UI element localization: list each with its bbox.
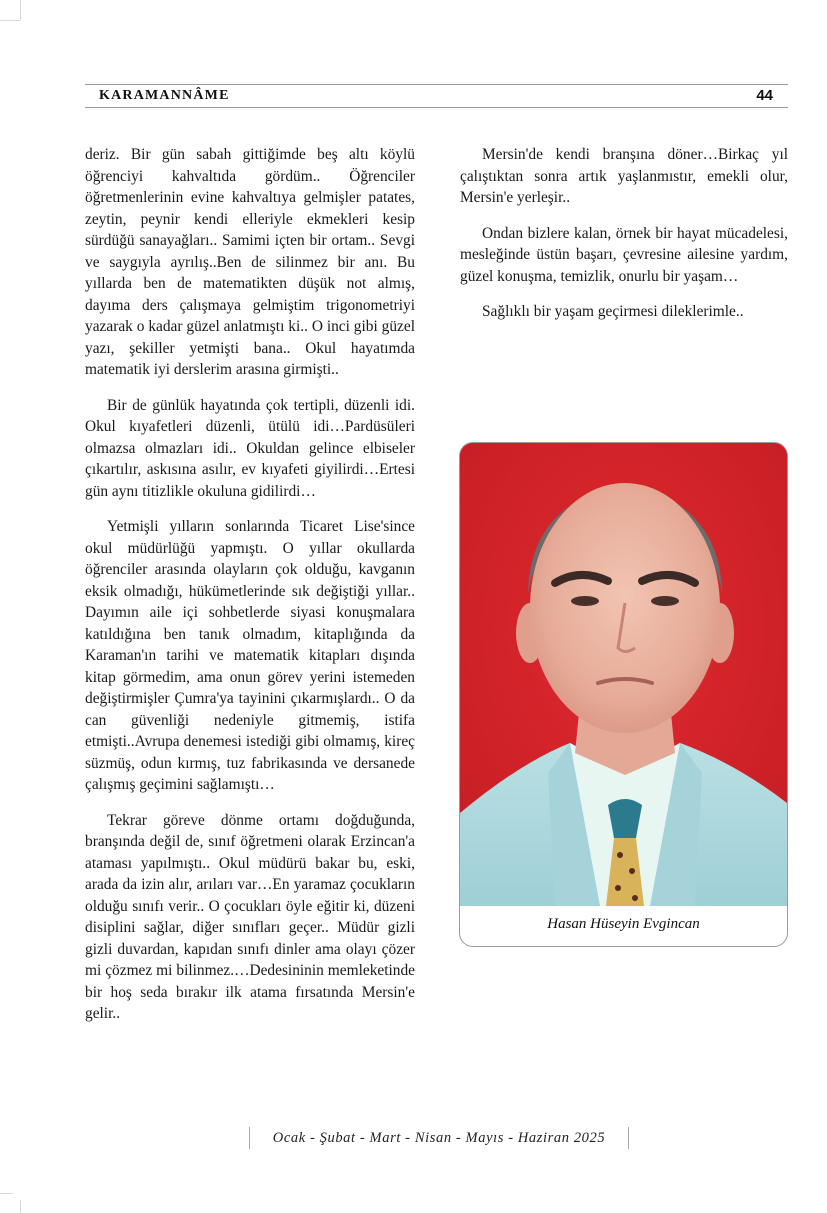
running-footer <box>249 1127 629 1149</box>
figure <box>459 442 788 947</box>
paragraph: Sağlıklı bir yaşam geçirmesi dileklerimle.. <box>482 303 744 320</box>
crop-mark <box>0 1193 13 1194</box>
paragraph: Ondan bizlere kalan, örnek bir hayat mücadelesi, mesleğinde üstün başarı, çevresine ailesine yardım, güzel konuşma, temizlik, onurlu bir yaşam… <box>460 224 788 285</box>
portrait-illustration <box>460 443 787 906</box>
left-column <box>85 144 415 1039</box>
journal-title: KARAMANNÂME <box>99 88 230 103</box>
paragraph: Tekrar göreve dönme ortamı doğduğunda, branşında değil de, sınıf öğretmeni olarak Erzincan'a ataması yapılmıştı.. Okul müdürü bakar bu, eski, arada da izin alır, arıları var…En yaramaz çocukların olduğu sınıfı verir.. O çocukları öyle eğitir ki, düzeni disiplini sağlar, diğer sınıfları geçer.. Müdür gizli gizli duvardan, kapıdan sınıfı dinler ama olayı çözer mi çözmez mi bilinmez.…Dedesininin memleketinde bir hoş seda bırakır ilk atama fırsatında Mersin'e gelir.. <box>85 811 415 1022</box>
crop-mark <box>20 1200 21 1213</box>
right-column <box>460 144 788 337</box>
page-number: 44 <box>756 87 773 104</box>
paragraph: Bir de günlük hayatında çok tertipli, düzenli idi. Okul kıyafetleri düzenli, ütülü idi…Pardüsüleri olmazsa olmazları idi.. Okuldan gelince elbiseler çıkartılır, askısına asılır, ev kıyafeti giyilirdi…Ertesi gün aynı titizlikle okuluna gidilirdi… <box>85 396 415 500</box>
paragraph: Mersin'de kendi branşına döner…Birkaç yıl çalıştıktan sonra artık yaşlanmıstır, emekli olur, Mersin'e yerleşir.. <box>460 146 788 206</box>
photo-caption: Hasan Hüseyin Evgincan <box>547 916 700 932</box>
crop-mark <box>0 20 20 21</box>
tie-knot <box>608 799 642 838</box>
portrait-photo <box>460 443 787 906</box>
running-header <box>85 84 788 108</box>
crop-mark <box>20 0 21 20</box>
issue-dates: Ocak - Şubat - Mart - Nisan - Mayıs - Haziran 2025 <box>272 1130 606 1146</box>
paragraph: Yetmişli yılların sonlarında Ticaret Lise'since okul müdürlüğü yapmıştı. O yıllar okullarda öğrenciler arasında olayların çok olduğu, kavganın eksik olmadığı, hükümetlerinde sık değiştiği yıllar.. Dayımın aile içi sohbetlerde siyasi konuşmalara katıldığına ben tanık olmadım, kitaplığında da Karaman'ın tarihi ve matematik kitapları dışında kitap görmedim, ama onun görev yerini istemeden değiştirmişler Çumra'ya tayinini çıkarmışlardı.. O da can güvenliği nedeniyle gitmemiş, istifa etmişti..Avrupa denemesi istediği gibi olmamış, kireç süzmüş, odun kırmış, tuz fabrikasında ve dersanede çalışmış geçimini sağlamıştı… <box>85 518 415 793</box>
paragraph: deriz. Bir gün sabah gittiğimde beş altı köylü öğrenciyi kahvaltıda gördüm.. Öğrenciler öğretmenlerinin evine kahvaltıya gelmişler patates, zeytin, peynir kendi elleriyle ekmekleri kesip sürdüğü sanayağları.. Samimi içten bir ortam.. Sevgi ve saygıyla ayrılış..Ben de silinmez bir anı. Bu yıllarda ben de matematikten düşük not almış, dayıma ders çalışmaya gelmiştim trigonometriyi yazarak o kadar güzel anlatmıştı ki.. O inci gibi güzel yazı, şekiller yetmişti bana.. Okul hayatımda matematik iyi derslerim arasına girmişti.. <box>85 146 415 378</box>
